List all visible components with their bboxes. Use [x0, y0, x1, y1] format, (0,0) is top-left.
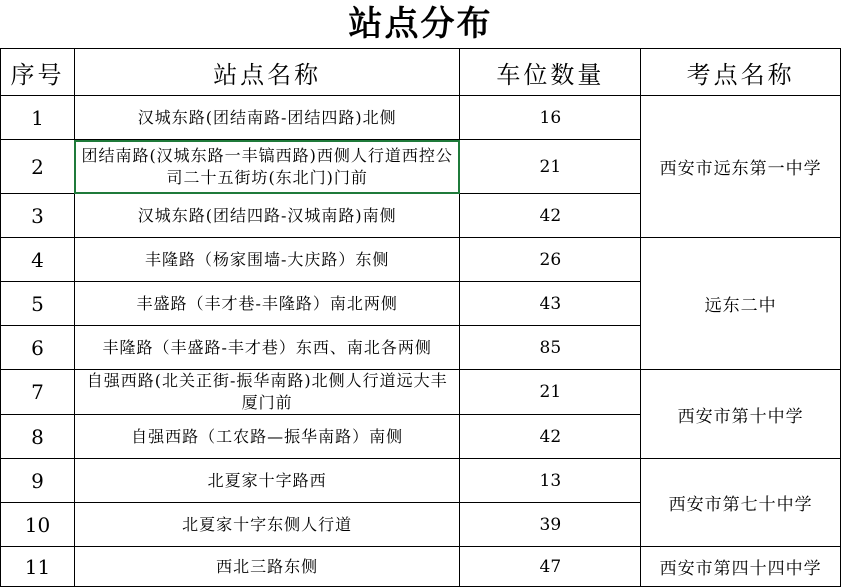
header-exam-site[interactable]: 考点名称 — [641, 49, 841, 96]
cell-spaces[interactable]: 42 — [460, 415, 641, 459]
cell-seq[interactable]: 10 — [1, 503, 75, 547]
cell-station-name[interactable]: 汉城东路(团结南路-团结四路)北侧 — [74, 96, 460, 140]
table-body — [1, 96, 841, 587]
cell-station-name[interactable]: 汉城东路(团结四路-汉城南路)南侧 — [74, 194, 460, 238]
cell-spaces[interactable]: 16 — [460, 96, 641, 140]
table-row — [1, 96, 841, 140]
cell-spaces[interactable]: 39 — [460, 503, 641, 547]
station-table — [0, 48, 841, 587]
cell-station-name[interactable]: 丰盛路（丰才巷-丰隆路）南北两侧 — [74, 282, 460, 326]
cell-seq[interactable]: 11 — [1, 547, 75, 587]
cell-spaces[interactable]: 47 — [460, 547, 641, 587]
cell-spaces[interactable]: 42 — [460, 194, 641, 238]
cell-exam-site[interactable]: 远东二中 — [641, 238, 841, 370]
cell-seq[interactable]: 8 — [1, 415, 75, 459]
header-seq[interactable]: 序号 — [1, 49, 75, 96]
cell-station-name[interactable]: 团结南路(汉城东路一丰镐西路)西侧人行道西控公司二十五街坊(东北门)门前 — [74, 140, 460, 194]
table-row — [1, 238, 841, 282]
cell-exam-site[interactable]: 西安市第七十中学 — [641, 459, 841, 547]
table-row — [1, 547, 841, 587]
cell-spaces[interactable]: 21 — [460, 140, 641, 194]
table-row — [1, 370, 841, 415]
cell-station-name[interactable]: 北夏家十字东侧人行道 — [74, 503, 460, 547]
cell-spaces[interactable]: 13 — [460, 459, 641, 503]
cell-seq[interactable]: 1 — [1, 96, 75, 140]
cell-seq[interactable]: 2 — [1, 140, 75, 194]
cell-spaces[interactable]: 85 — [460, 326, 641, 370]
header-row — [1, 49, 841, 96]
cell-spaces[interactable]: 26 — [460, 238, 641, 282]
cell-seq[interactable]: 4 — [1, 238, 75, 282]
header-station[interactable]: 站点名称 — [74, 49, 460, 96]
page-title: 站点分布 — [348, 4, 493, 44]
cell-seq[interactable]: 3 — [1, 194, 75, 238]
cell-station-name[interactable]: 自强西路(北关正街-振华南路)北侧人行道远大丰厦门前 — [74, 370, 460, 415]
cell-seq[interactable]: 9 — [1, 459, 75, 503]
cell-seq[interactable]: 6 — [1, 326, 75, 370]
cell-station-name[interactable]: 丰隆路（丰盛路-丰才巷）东西、南北各两侧 — [74, 326, 460, 370]
cell-exam-site[interactable]: 西安市第十中学 — [641, 370, 841, 459]
cell-station-name[interactable]: 北夏家十字路西 — [74, 459, 460, 503]
header-spaces[interactable]: 车位数量 — [460, 49, 641, 96]
table-row — [1, 459, 841, 503]
cell-spaces[interactable]: 21 — [460, 370, 641, 415]
cell-station-name[interactable]: 丰隆路（杨家围墙-大庆路）东侧 — [74, 238, 460, 282]
cell-seq[interactable]: 7 — [1, 370, 75, 415]
cell-station-name[interactable]: 自强西路（工农路—振华南路）南侧 — [74, 415, 460, 459]
cell-spaces[interactable]: 43 — [460, 282, 641, 326]
cell-seq[interactable]: 5 — [1, 282, 75, 326]
cell-exam-site[interactable]: 西安市远东第一中学 — [641, 96, 841, 238]
cell-exam-site[interactable]: 西安市第四十四中学 — [641, 547, 841, 587]
cell-station-name[interactable]: 西北三路东侧 — [74, 547, 460, 587]
